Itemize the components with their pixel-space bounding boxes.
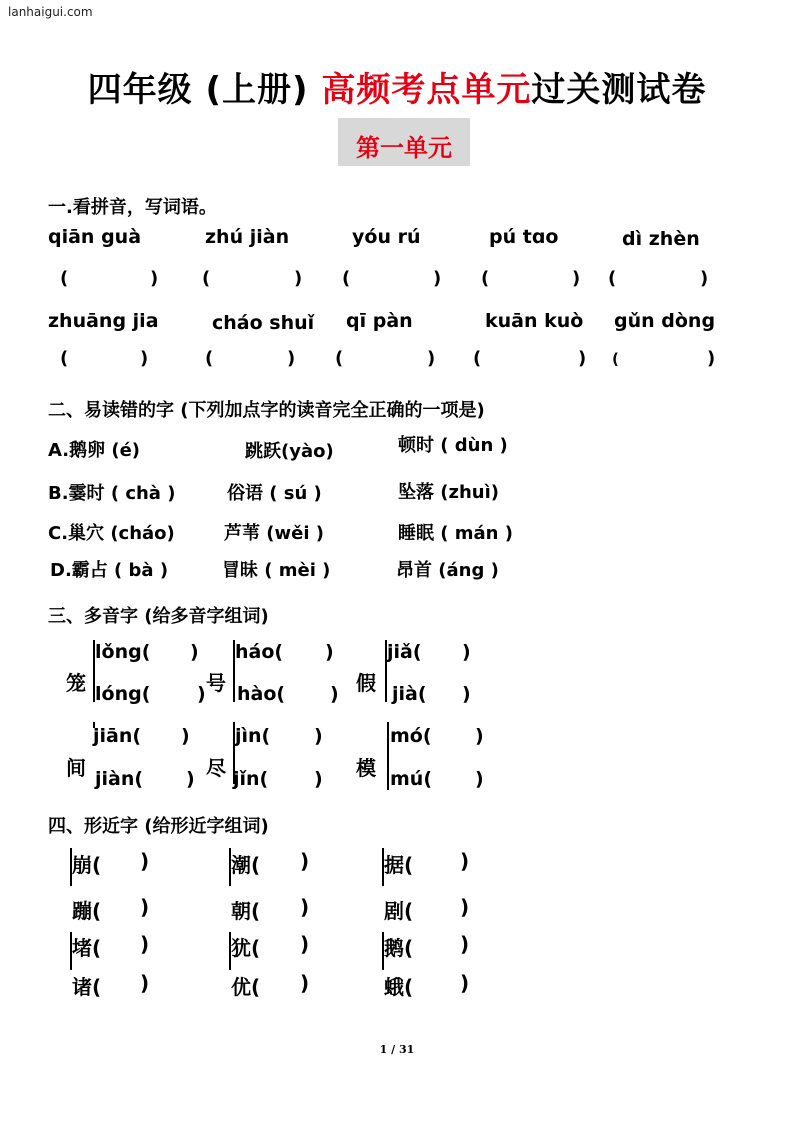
answer-bracket-close: ) bbox=[572, 268, 581, 289]
polyphone-char: 尽 bbox=[206, 756, 226, 780]
answer-bracket-close: ) bbox=[287, 348, 296, 369]
pinyin-item: yóu rú bbox=[352, 226, 421, 248]
section3-heading: 三、多音字 (给多音字组词) bbox=[48, 606, 269, 627]
reading-1: jiān( bbox=[93, 725, 142, 747]
answer-bracket-open: ( bbox=[60, 268, 69, 289]
answer-bracket-close: ) bbox=[700, 268, 709, 289]
similar-char-item: 蹦( bbox=[72, 899, 102, 923]
brace-line bbox=[387, 722, 389, 790]
similar-char-item: 崩( bbox=[72, 853, 102, 877]
answer-bracket-open: ( bbox=[335, 348, 344, 369]
pinyin-item: qī pàn bbox=[346, 310, 413, 332]
option-c-word1: C.巢穴 (cháo) bbox=[48, 523, 175, 544]
option-c-word2: 芦苇 (wěi ) bbox=[224, 523, 324, 544]
item-close: ) bbox=[300, 895, 310, 919]
title-part1: 四年级 (上册) bbox=[87, 70, 322, 110]
reading-2: jià( bbox=[392, 683, 427, 705]
item-close: ) bbox=[140, 971, 150, 995]
item-close: ) bbox=[300, 932, 310, 956]
reading-close: ) bbox=[325, 641, 334, 663]
polyphone-char: 假 bbox=[356, 671, 376, 695]
item-close: ) bbox=[460, 895, 470, 919]
site-watermark: lanhaigui.com bbox=[8, 5, 93, 19]
item-close: ) bbox=[460, 932, 470, 956]
reading-2: hào( bbox=[237, 683, 286, 705]
answer-bracket-close: ) bbox=[433, 268, 442, 289]
reading-1: jìn( bbox=[235, 725, 271, 747]
similar-char-item: 朝( bbox=[231, 899, 261, 923]
similar-char-item: 堵( bbox=[72, 936, 102, 960]
item-close: ) bbox=[300, 971, 310, 995]
answer-bracket-close: ) bbox=[150, 268, 159, 289]
option-b-word2: 俗语 ( sú ) bbox=[227, 483, 322, 504]
option-b-word3: 坠落 (zhuì) bbox=[398, 482, 499, 503]
similar-char-item: 鹅( bbox=[384, 936, 414, 960]
option-c-word3: 睡眠 ( mán ) bbox=[398, 523, 513, 544]
option-d-word1: D.霸占 ( bà ) bbox=[50, 560, 169, 581]
reading-2: lóng( bbox=[95, 683, 151, 705]
reading-close: ) bbox=[475, 768, 484, 790]
item-close: ) bbox=[140, 849, 150, 873]
similar-char-item: 犹( bbox=[231, 936, 261, 960]
pinyin-item: dì zhèn bbox=[622, 228, 700, 250]
reading-1: jiǎ( bbox=[387, 641, 422, 663]
title-part2-highlight: 高频考点单元 bbox=[321, 70, 532, 110]
option-a-word1: A.鹅卵 (é) bbox=[48, 440, 141, 461]
reading-close: ) bbox=[314, 768, 323, 790]
option-a-word3: 顿时 ( dùn ) bbox=[398, 435, 508, 456]
section1-heading: 一.看拼音，写词语。 bbox=[48, 197, 217, 218]
pinyin-item: cháo shuǐ bbox=[212, 312, 315, 334]
pinyin-item: pú tɑo bbox=[489, 226, 559, 248]
reading-1: háo( bbox=[235, 641, 284, 663]
similar-char-item: 诸( bbox=[72, 975, 102, 999]
pinyin-item: zhú jiàn bbox=[205, 226, 290, 248]
pinyin-item: qiān guà bbox=[48, 226, 142, 248]
reading-1: mó( bbox=[390, 725, 432, 747]
reading-1: lǒng( bbox=[95, 641, 151, 663]
answer-bracket-close: ) bbox=[707, 348, 716, 369]
reading-close: ) bbox=[181, 725, 190, 747]
similar-char-item: 剧( bbox=[384, 899, 414, 923]
reading-close: ) bbox=[190, 641, 199, 663]
polyphone-char: 号 bbox=[206, 671, 226, 695]
item-close: ) bbox=[140, 932, 150, 956]
pinyin-item: zhuāng jia bbox=[48, 310, 159, 332]
item-close: ) bbox=[300, 849, 310, 873]
option-d-word2: 冒昧 ( mèi ) bbox=[222, 560, 331, 581]
page-number: 1 / 31 bbox=[379, 1043, 415, 1056]
pinyin-item: kuān kuò bbox=[485, 310, 584, 332]
pinyin-item: gǔn dòng bbox=[614, 310, 716, 332]
answer-bracket-open: ( bbox=[60, 348, 69, 369]
reading-close: ) bbox=[462, 641, 471, 663]
answer-bracket-close: ) bbox=[294, 268, 303, 289]
reading-2: jǐn( bbox=[233, 768, 269, 790]
polyphone-char: 模 bbox=[356, 756, 376, 780]
answer-bracket-open: ( bbox=[473, 348, 482, 369]
option-d-word3: 昂首 (áng ) bbox=[396, 560, 499, 581]
section2-heading: 二、易读错的字 (下列加点字的读音完全正确的一项是) bbox=[48, 400, 485, 421]
section4-heading: 四、形近字 (给形近字组词) bbox=[48, 816, 269, 837]
option-b-word1: B.霎时 ( chà ) bbox=[48, 483, 176, 504]
reading-close: ) bbox=[314, 725, 323, 747]
reading-close: ) bbox=[462, 683, 471, 705]
reading-close: ) bbox=[186, 768, 195, 790]
reading-close: ) bbox=[197, 683, 206, 705]
unit-label: 第一单元 bbox=[356, 134, 452, 162]
answer-bracket-close: ) bbox=[140, 348, 149, 369]
item-close: ) bbox=[140, 895, 150, 919]
item-close: ) bbox=[460, 971, 470, 995]
answer-bracket-open: ( bbox=[608, 268, 617, 289]
similar-char-item: 蛾( bbox=[384, 975, 414, 999]
similar-char-item: 优( bbox=[231, 975, 261, 999]
similar-char-item: 据( bbox=[384, 853, 414, 877]
answer-bracket-close: ) bbox=[427, 348, 436, 369]
answer-bracket-open: ( bbox=[205, 348, 214, 369]
option-a-word2: 跳跃(yào) bbox=[245, 441, 334, 462]
reading-close: ) bbox=[475, 725, 484, 747]
answer-bracket-open: ( bbox=[342, 268, 351, 289]
reading-2: mú( bbox=[390, 768, 433, 790]
reading-close: ) bbox=[330, 683, 339, 705]
item-close: ) bbox=[460, 849, 470, 873]
answer-bracket-open: ( bbox=[612, 350, 619, 368]
answer-bracket-open: ( bbox=[202, 268, 211, 289]
reading-2: jiàn( bbox=[95, 768, 144, 790]
similar-char-item: 潮( bbox=[231, 853, 261, 877]
polyphone-char: 笼 bbox=[66, 671, 86, 695]
answer-bracket-open: ( bbox=[481, 268, 490, 289]
answer-bracket-close: ) bbox=[578, 348, 587, 369]
page-title bbox=[0, 62, 794, 111]
title-part3: 过关测试卷 bbox=[531, 70, 707, 110]
polyphone-char: 间 bbox=[66, 756, 86, 780]
